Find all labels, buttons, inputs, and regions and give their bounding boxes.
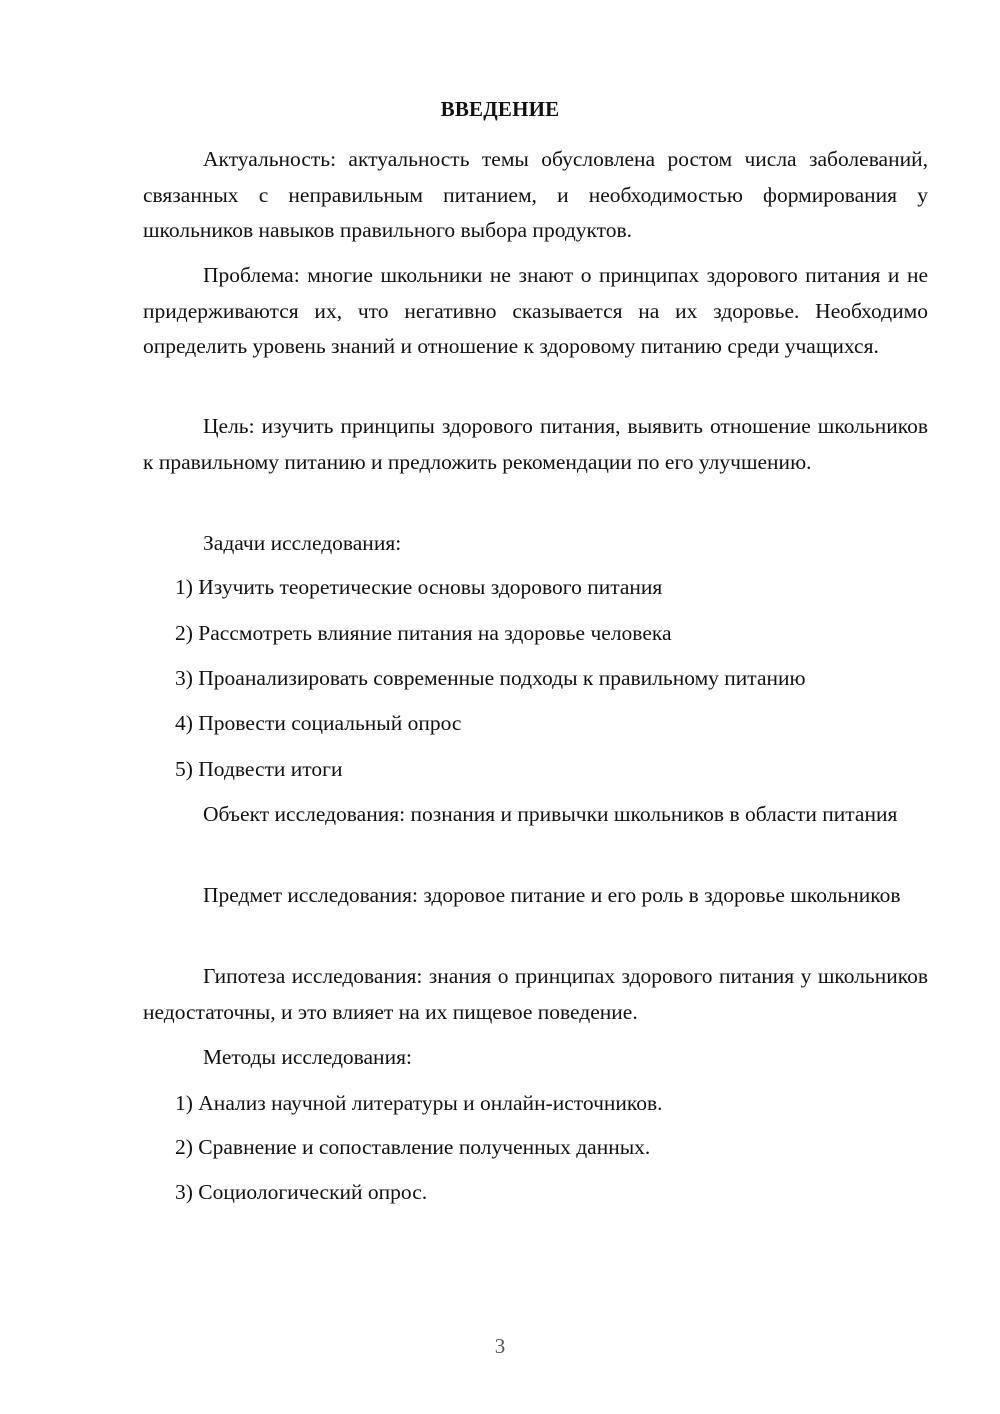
subject-paragraph: Предмет исследования: здоровое питание и его роль в здоровье школьников xyxy=(203,883,901,907)
hypothesis-paragraph: Гипотеза исследования: знания о принципах здорового питания у школьников недостаточны, и это влияет на их пищевое поведение. xyxy=(143,964,928,1024)
task-item: 4) Провести социальный опрос xyxy=(175,711,462,735)
task-item: 5) Подвести итоги xyxy=(175,757,343,781)
method-item: 2) Сравнение и сопоставление полученных данных. xyxy=(175,1135,651,1159)
section-heading: ВВЕДЕНИЕ xyxy=(440,97,560,121)
methods-label: Методы исследования: xyxy=(203,1045,412,1069)
goal-paragraph: Цель: изучить принципы здорового питания, выявить отношение школьников к правильному питанию и предложить рекомендации по его улучшению. xyxy=(143,414,928,474)
problem-paragraph: Проблема: многие школьники не знают о принципах здорового питания и не придерживаются их, что негативно сказывается на их здоровье. Необходимо определить уровень знаний и отношение к здоровому питанию среди учащихся. xyxy=(143,263,928,358)
task-item: 1) Изучить теоретические основы здорового питания xyxy=(175,575,663,599)
task-item: 3) Проанализировать современные подходы к правильному питанию xyxy=(175,666,806,690)
tasks-label: Задачи исследования: xyxy=(203,531,402,555)
object-paragraph: Объект исследования: познания и привычки школьников в области питания xyxy=(203,802,898,826)
method-item: 1) Анализ научной литературы и онлайн-источников. xyxy=(175,1091,663,1115)
method-item: 3) Социологический опрос. xyxy=(175,1180,428,1204)
relevance-paragraph: Актуальность: актуальность темы обусловлена ростом числа заболеваний, связанных с неправильным питанием, и необходимостью формирования у школьников навыков правильного выбора продуктов. xyxy=(143,147,928,242)
task-item: 2) Рассмотреть влияние питания на здоровье человека xyxy=(175,621,672,645)
page-number: 3 xyxy=(494,1334,506,1358)
